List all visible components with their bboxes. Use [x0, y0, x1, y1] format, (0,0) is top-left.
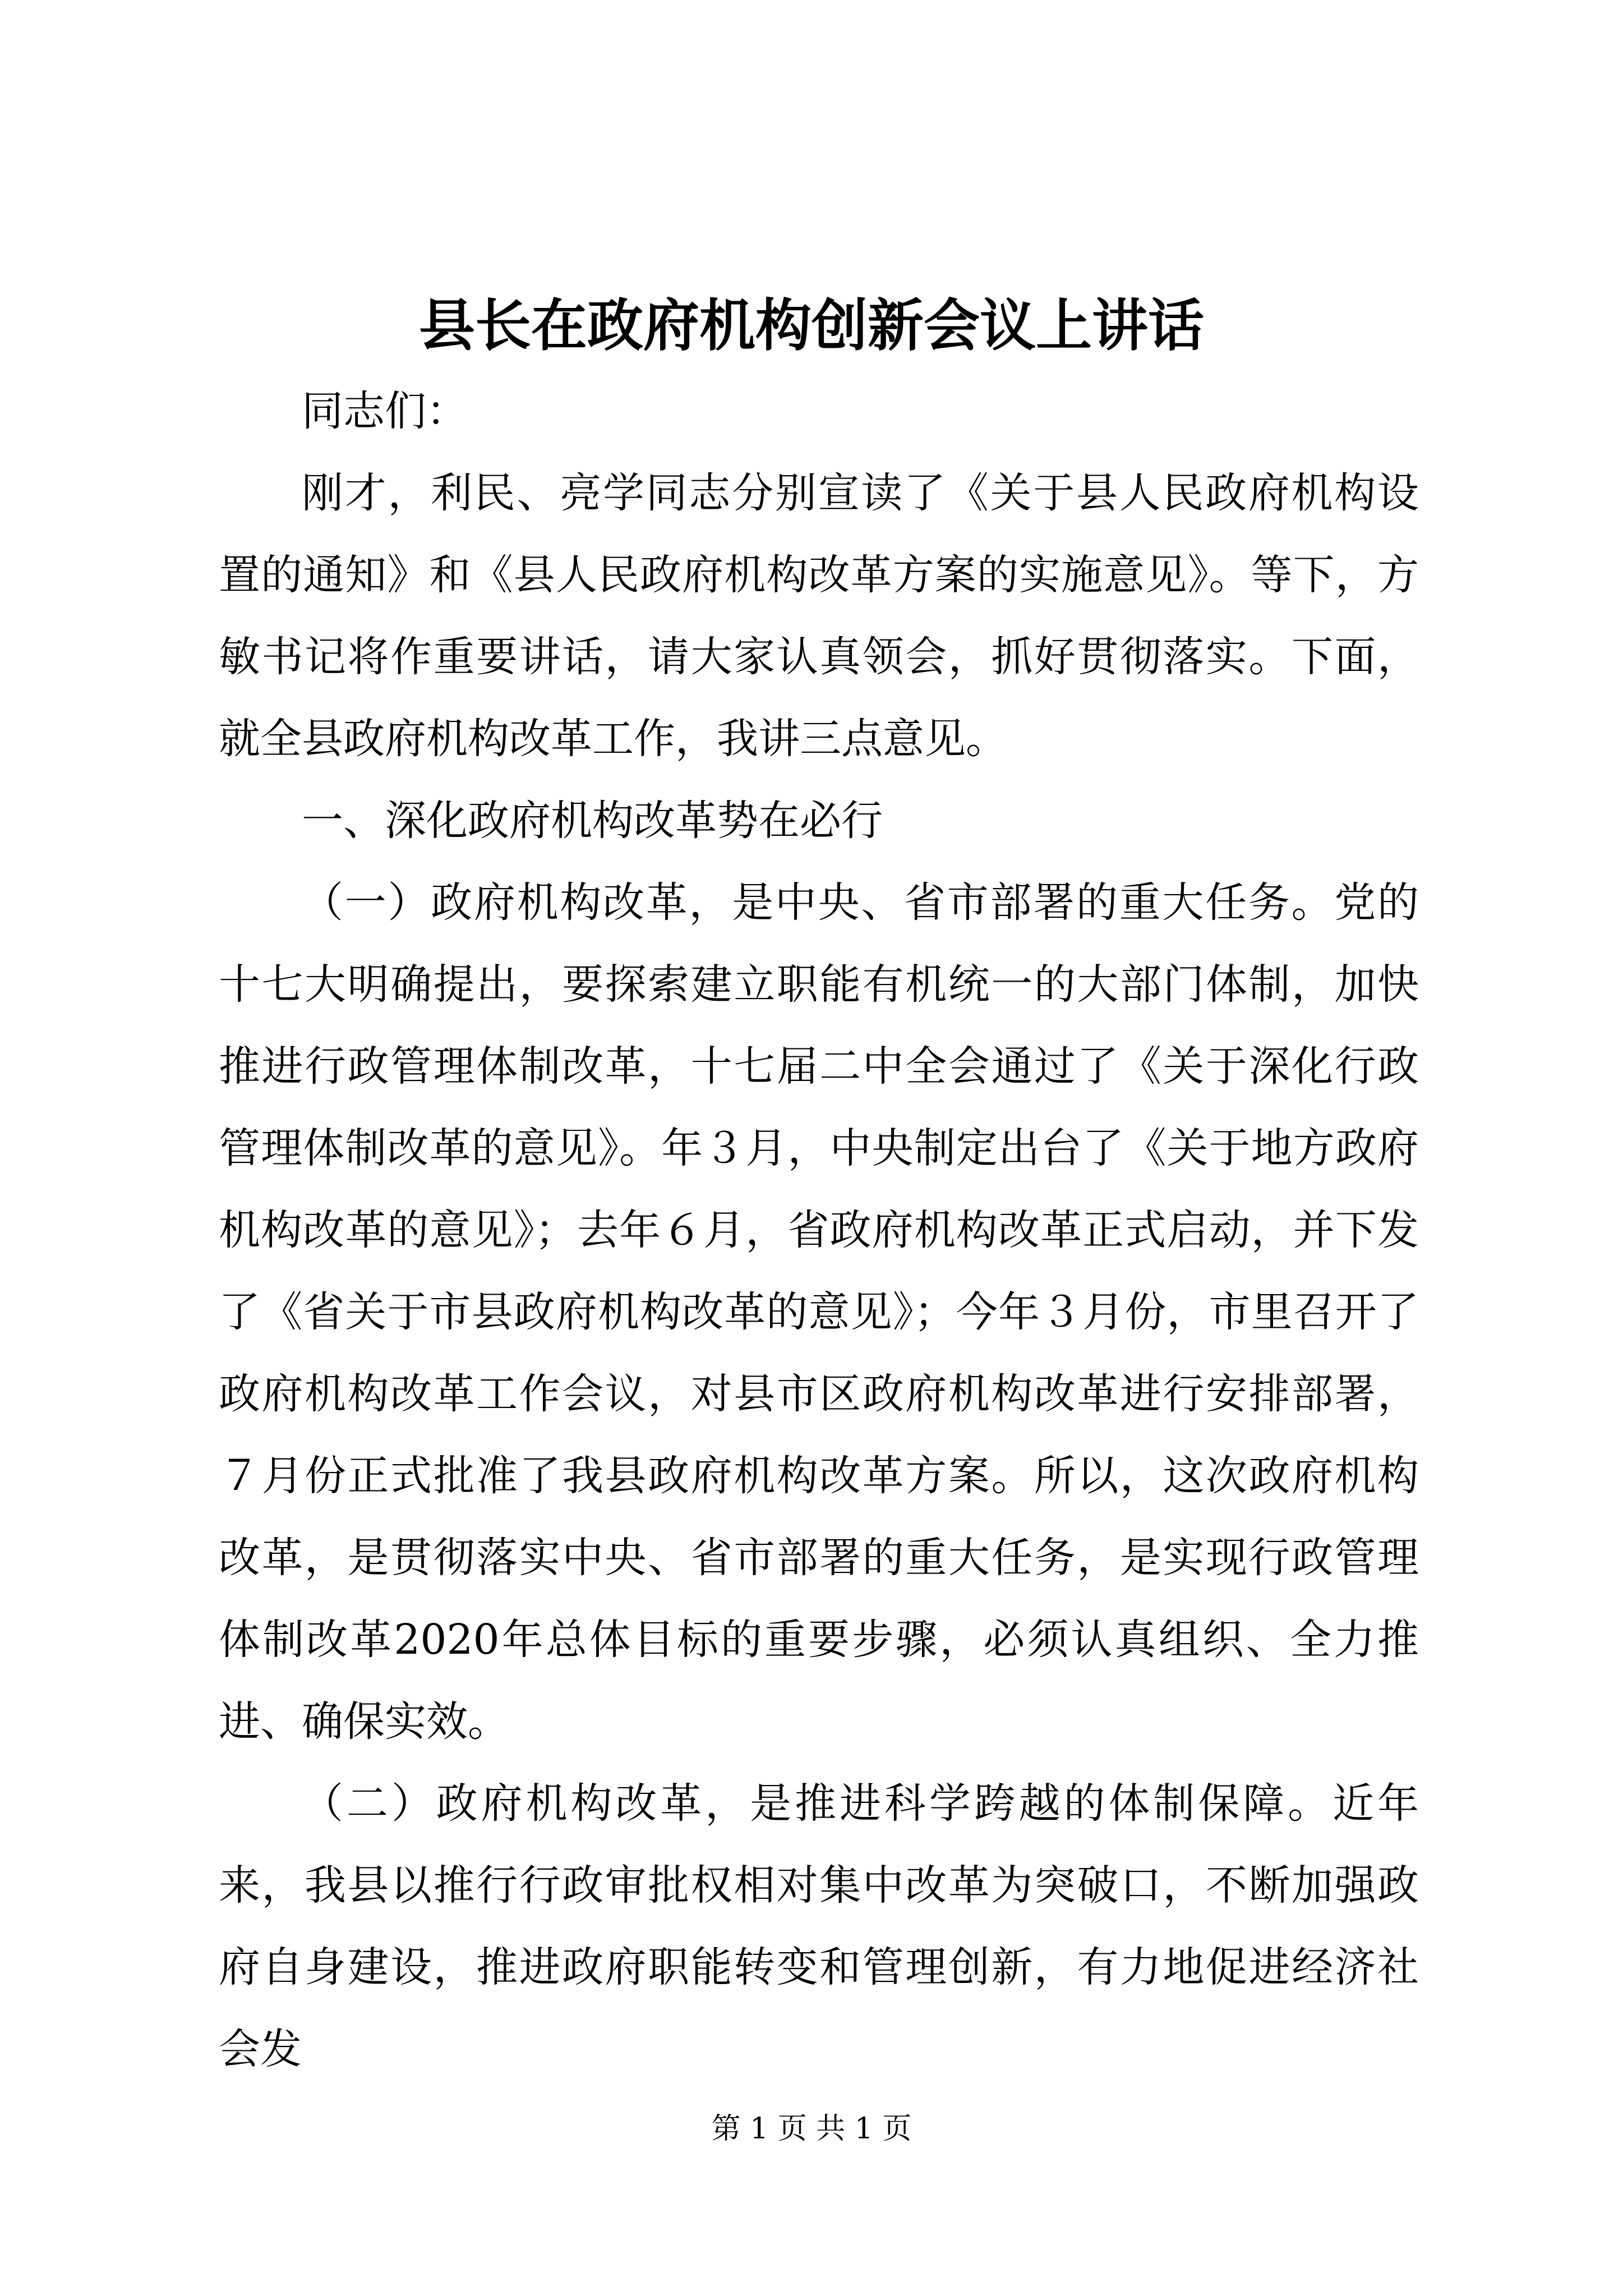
- section-heading: 一、深化政府机构改革势在必行: [302, 797, 883, 845]
- document-title: 县长在政府机构创新会议上讲话: [419, 292, 1204, 358]
- intro-paragraph: 刚才，利民、亮学同志分别宣读了《关于县人民政府机构设置的通知》和《县人民政府机构改革方案的实施意见》。等下，方敏书记将作重要讲话，请大家认真领会，抓好贯彻落实。下面，就全县政府机构改革工作，我讲三点意见。: [219, 469, 1419, 763]
- page-number-footer: 第 1 页 共 1 页: [711, 2112, 912, 2146]
- body-paragraph: （一）政府机构改革，是中央、省市部署的重大任务。党的十七大明确提出，要探索建立职能有机统一的大部门体制，加快推进行政管理体制改革，十七届二中全会通过了《关于深化行政管理体制改革的意见》。年３月，中央制定出台了《关于地方政府机构改革的意见》；去年６月，省政府机构改革正式启动，并下发了《省关于市县政府机构改革的意见》；今年３月份，市里召开了政府机构改革工作会议，对县市区政府机构改革进行安排部署，７月份正式批准了我县政府机构改革方案。所以，这次政府机构改革，是贯彻落实中央、省市部署的重大任务，是实现行政管理体制改革2020年总体目标的重要步骤，必须认真组织、全力推进、确保实效。: [219, 878, 1419, 1746]
- body-paragraph: （二）政府机构改革，是推进科学跨越的体制保障。近年来，我县以推行行政审批权相对集中改革为突破口，不断加强政府自身建设，推进政府职能转变和管理创新，有力地促进经济社会发: [219, 1779, 1419, 2073]
- salutation-paragraph: 同志们：: [302, 387, 468, 435]
- document-body: [219, 370, 1419, 2090]
